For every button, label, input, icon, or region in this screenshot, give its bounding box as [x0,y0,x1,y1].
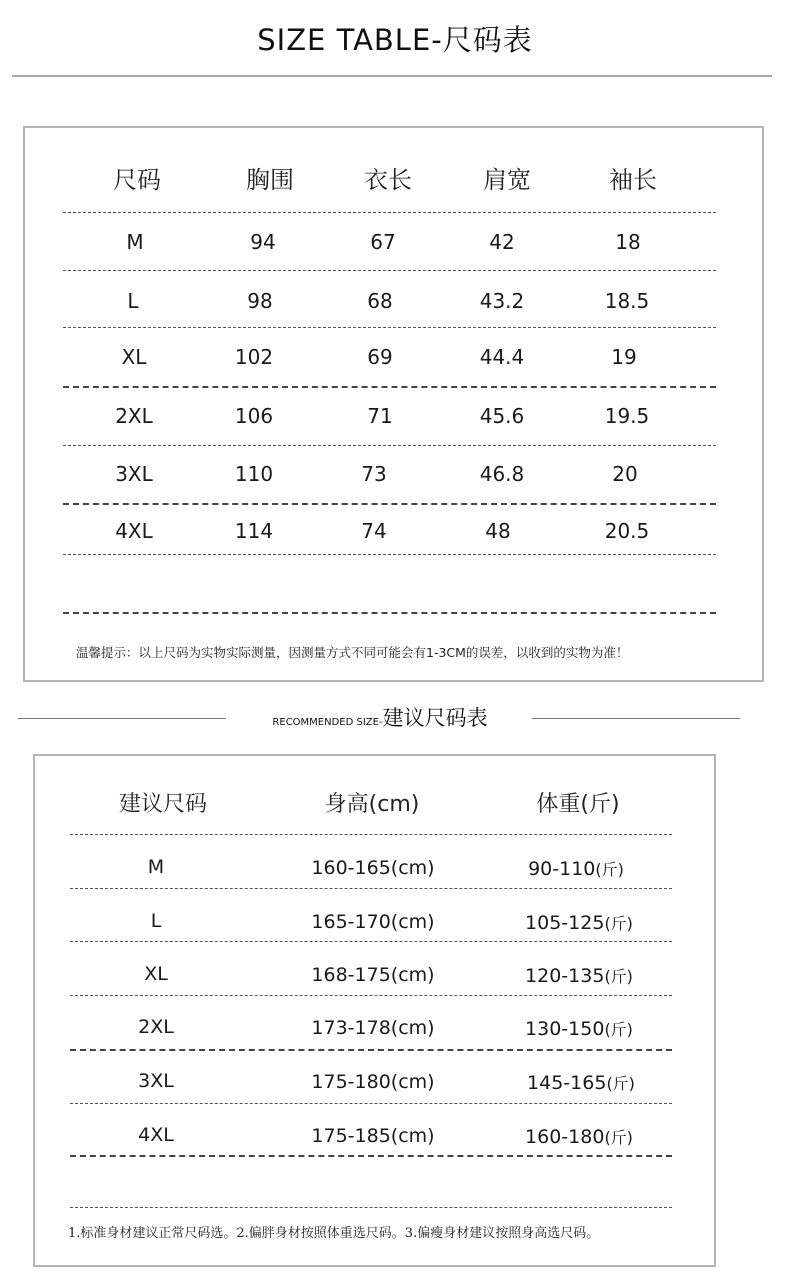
table-cell: 3XL [115,462,153,486]
weight-range: 145-165 [527,1072,607,1094]
row-divider [63,270,716,271]
table-cell [514,1017,644,1040]
table-cell: 4XL [138,1124,174,1146]
table-cell: 2XL [115,404,153,428]
weight-range: 130-150 [525,1018,605,1040]
table-cell: 73 [361,462,387,486]
row-divider [63,386,716,388]
title-divider [12,75,772,77]
table-cell [516,857,636,880]
table-cell: 74 [361,519,387,543]
weight-range: 105-125 [525,912,605,934]
table-cell: 44.4 [479,345,525,369]
table-cell: 19 [611,345,637,369]
table-cell: 48 [485,519,511,543]
table-cell: 114 [234,519,274,543]
table-cell: 18 [615,230,641,254]
table-cell: XL [144,963,168,985]
table-cell: 106 [234,404,274,428]
header-recommended-size: 建议尺码 [118,792,207,817]
table-cell: 168-175(cm) [311,964,435,986]
section-divider-left [18,718,226,719]
header-weight: 体重(斤) [536,792,620,817]
table-cell: 2XL [138,1016,174,1038]
table-cell [514,1125,644,1148]
table-cell: 68 [367,289,393,313]
weight-range: 120-135 [525,965,605,987]
row-divider [70,1049,672,1051]
header-chest: 胸围 [246,166,294,194]
recommended-title-en: RECOMMENDED SIZE- [272,717,383,728]
row-divider [63,327,716,328]
table-cell: 165-170(cm) [311,911,435,933]
row-divider [63,212,716,213]
page-title: SIZE TABLE-尺码表 [257,23,533,57]
weight-unit: (斤) [595,860,624,879]
row-divider [70,995,672,996]
weight-unit: (斤) [604,914,633,933]
header-shoulder: 肩宽 [483,166,531,194]
weight-unit: (斤) [606,1074,635,1093]
row-divider [63,503,716,505]
weight-unit: (斤) [604,1128,633,1147]
table-cell: 94 [250,230,276,254]
table-cell: 20 [612,462,638,486]
table-cell [514,911,644,934]
table-cell: 98 [247,289,273,313]
weight-unit: (斤) [604,967,633,986]
table-cell: 71 [367,404,393,428]
weight-range: 90-110 [528,858,596,880]
table-cell: 42 [489,230,515,254]
table-cell: 110 [234,462,274,486]
section-divider-right [532,718,740,719]
table-cell: 175-185(cm) [311,1125,435,1147]
table-cell: 102 [234,345,274,369]
table-cell: 4XL [115,519,153,543]
row-divider [70,834,672,835]
table-cell: 160-165(cm) [311,857,435,879]
measurement-note: 温馨提示：以上尺码为实物实际测量，因测量方式不同可能会有1-3CM的误差，以收到的实物为准！ [76,645,629,660]
table-cell: 173-178(cm) [311,1017,435,1039]
table-cell [516,1071,646,1094]
table-cell: M [126,230,144,254]
row-divider [70,1103,672,1104]
header-sleeve: 袖长 [609,166,657,194]
table-cell: 18.5 [604,289,650,313]
row-divider [63,554,716,555]
header-size: 尺码 [113,166,161,194]
row-divider [70,941,672,942]
table-bottom-divider [70,1207,672,1208]
table-cell: 67 [370,230,396,254]
header-length: 衣长 [364,166,412,194]
row-divider [70,1155,672,1157]
table-cell: L [150,910,162,932]
table-cell: M [147,856,165,878]
recommended-title-cn: 建议尺码表 [382,706,488,730]
recommendation-note: 1.标准身材建议正常尺码选。2.偏胖身材按照体重选尺码。3.偏瘦身材建议按照身高选尺码。 [68,1226,600,1241]
table-cell: 69 [367,345,393,369]
row-divider [63,445,716,446]
row-divider [70,888,672,889]
table-cell: 3XL [138,1070,174,1092]
weight-range: 160-180 [525,1126,605,1148]
table-cell: 19.5 [604,404,650,428]
table-cell: 45.6 [479,404,525,428]
header-height: 身高(cm) [324,792,420,817]
table-cell: XL [121,345,147,369]
recommended-title [230,702,530,732]
recommended-table-box [33,754,716,1267]
table-cell: 20.5 [604,519,650,543]
weight-unit: (斤) [604,1020,633,1039]
table-cell: 46.8 [479,462,525,486]
table-bottom-divider [63,612,716,614]
table-cell: 43.2 [479,289,525,313]
table-cell [514,964,644,987]
table-cell: 175-180(cm) [311,1071,435,1093]
table-cell: L [127,289,139,313]
